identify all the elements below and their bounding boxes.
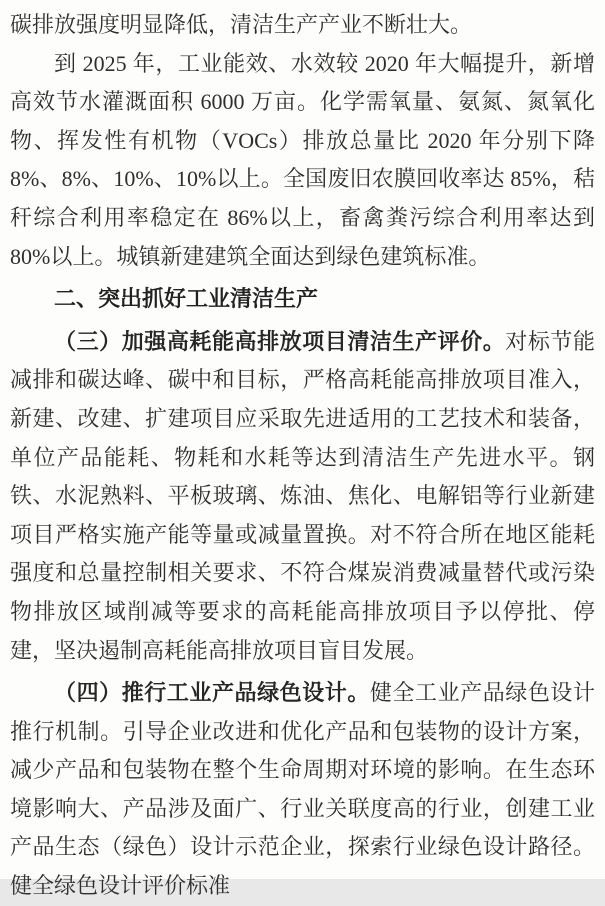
paragraph-item-three-lead: （三）加强高耗能高排放项目清洁生产评价。 bbox=[54, 328, 506, 354]
paragraph-item-four-body: 健全工业产品绿色设计推行机制。引导企业改进和优化产品和包装物的设计方案，减少产品和包装物在整个生命周期对环境的影响。在生态环境影响大、产品涉及面广、行业关联度高的行业，创建工业产品生态（绿色）设计示范企业，探索行业绿色设计路径。健全绿色设计评价标准 bbox=[10, 680, 595, 899]
paragraph-item-three bbox=[10, 323, 595, 670]
paragraph-item-four bbox=[10, 674, 595, 906]
paragraph-continuation: 碳排放强度明显降低，清洁生产产业不断壮大。 bbox=[10, 12, 473, 37]
section-heading-industrial-clean-production: 二、突出抓好工业清洁生产 bbox=[54, 286, 319, 312]
paragraph-targets-2025: 到 2025 年，工业能效、水效较 2020 年大幅提升，新增高效节水灌溉面积 6000 万亩。化学需氧量、氨氮、氮氧化物、挥发性有机物（VOCs）排放总量比 2020 年分别下降 8%、8%、10%、10%以上。全国废旧农膜回收率达 85%，秸秆综合利用率稳定在 86%以上，畜禽粪污综合利用率达到 80%以上。城镇新建建筑全面达到绿色建筑标准。 bbox=[10, 50, 595, 269]
paragraph-item-four-lead: （四）推行工业产品绿色设计。 bbox=[54, 680, 370, 706]
paragraph-item-three-body: 对标节能减排和碳达峰、碳中和目标，严格高耗能高排放项目准入，新建、改建、扩建项目应采取先进适用的工艺技术和装备，单位产品能耗、物耗和水耗等达到清洁生产先进水平。钢铁、水泥熟料、平板玻璃、炼油、焦化、电解铝等行业新建项目严格实施产能等量或减量置换。对不符合所在地区能耗强度和总量控制相关要求、不符合煤炭消费减量替代或污染物排放区域削减等要求的高耗能高排放项目予以停批、停建，坚决遏制高耗能高排放项目盲目发展。 bbox=[10, 328, 595, 663]
